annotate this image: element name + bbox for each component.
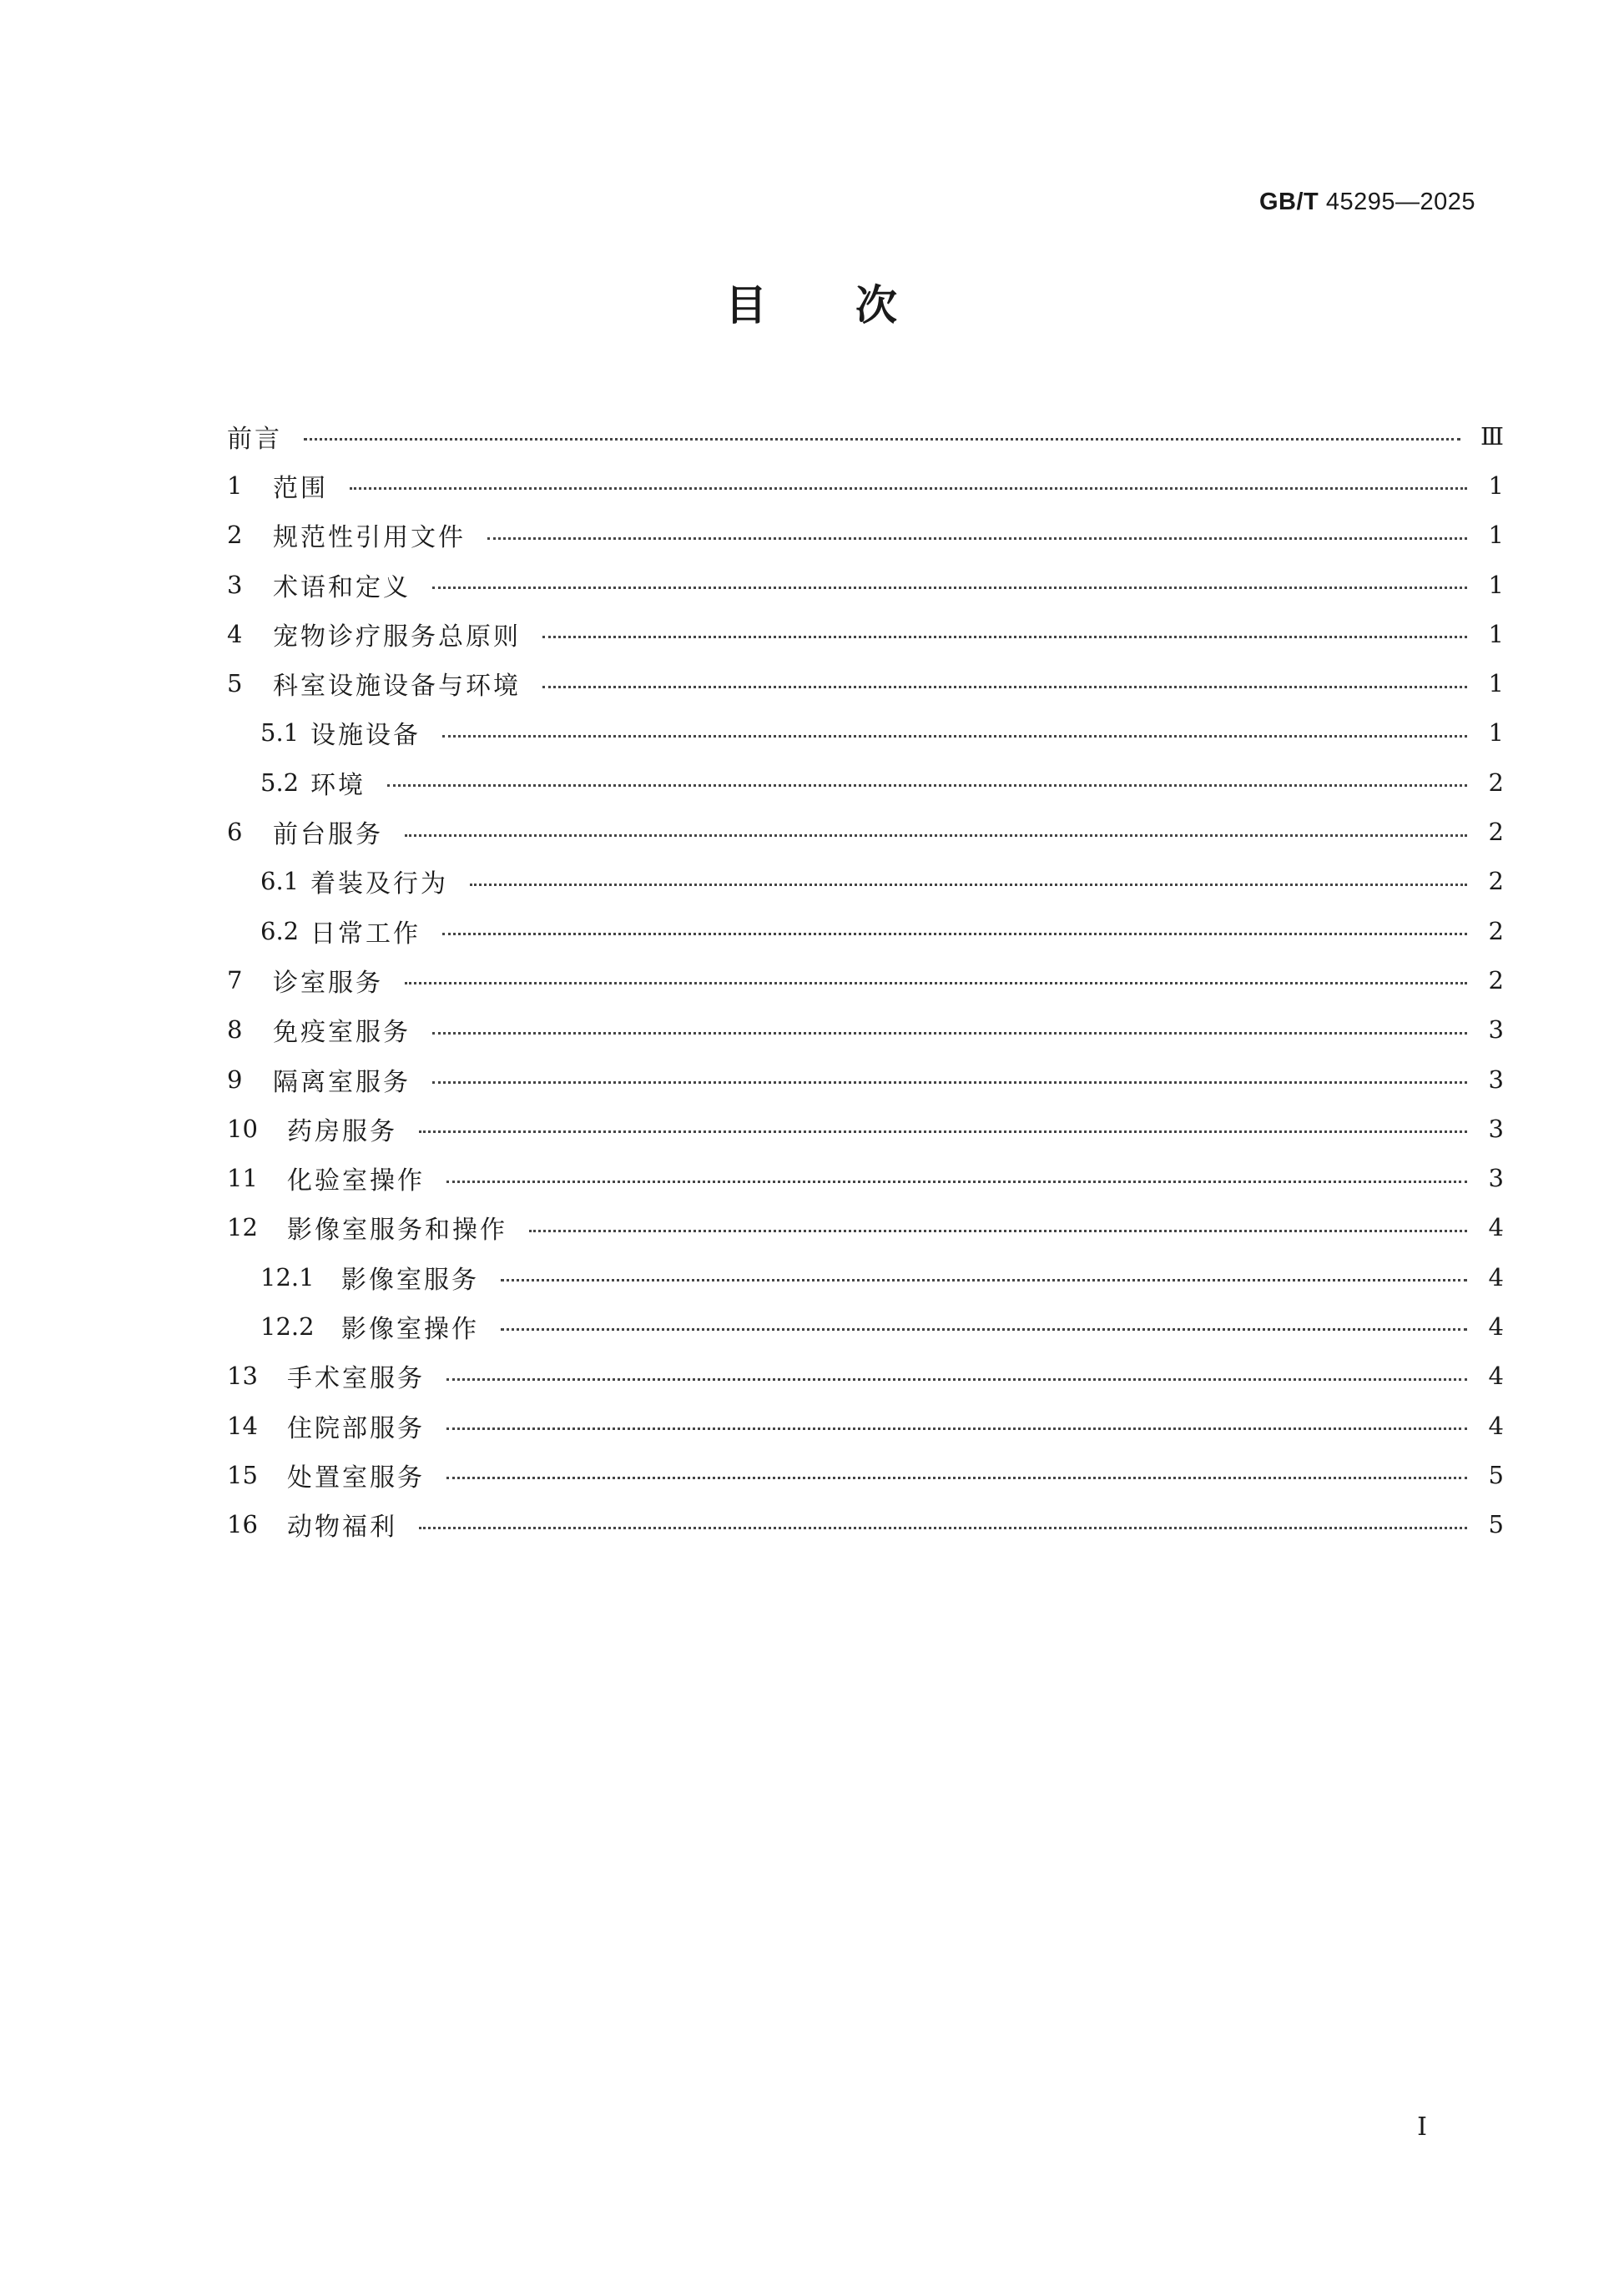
toc-entry-title: 日常工作 — [310, 919, 421, 949]
dot-leader — [442, 933, 1467, 935]
toc-entry-title: 免疫室服务 — [273, 1018, 411, 1048]
toc-entry-page: 4 — [1488, 1362, 1504, 1391]
dot-leader — [304, 438, 1460, 441]
toc-entry-title: 影像室操作 — [341, 1314, 479, 1344]
toc-entry-title: 手术室服务 — [287, 1364, 425, 1394]
toc-entry-page: 1 — [1488, 570, 1504, 599]
toc-entry-9[interactable] — [227, 1055, 1504, 1104]
toc-entry-number: 2 — [227, 521, 243, 550]
toc-entry-4[interactable] — [227, 609, 1504, 658]
standard-code — [1259, 185, 1475, 219]
toc-entry-6-1[interactable] — [227, 857, 1504, 906]
toc-entry-title: 住院部服务 — [287, 1413, 425, 1443]
toc-entry-title: 隔离室服务 — [273, 1067, 411, 1097]
toc-entry-foreword[interactable] — [227, 411, 1504, 461]
toc-entry-page: 2 — [1488, 965, 1504, 994]
toc-entry-title: 药房服务 — [287, 1116, 397, 1146]
toc-entry-1[interactable] — [227, 461, 1504, 510]
toc-entry-page: 3 — [1488, 1065, 1504, 1094]
dot-leader — [470, 884, 1467, 886]
toc-entry-page: 1 — [1488, 619, 1504, 648]
toc-entry-16[interactable] — [227, 1500, 1504, 1549]
toc-entry-page: 4 — [1488, 1262, 1504, 1292]
toc-entry-title: 术语和定义 — [273, 572, 411, 602]
toc-entry-page: 2 — [1488, 818, 1504, 847]
toc-entry-title: 宠物诊疗服务总原则 — [273, 622, 521, 652]
toc-entry-number: 5 — [227, 669, 243, 698]
dot-leader — [487, 537, 1467, 540]
toc-entry-page: 1 — [1488, 669, 1504, 698]
toc-entry-page: 1 — [1488, 471, 1504, 500]
toc-entry-12-1[interactable] — [227, 1252, 1504, 1302]
toc-entry-title: 范围 — [273, 473, 328, 503]
dot-leader — [501, 1328, 1467, 1331]
dot-leader — [432, 1081, 1467, 1084]
toc-entry-3[interactable] — [227, 560, 1504, 609]
toc-entry-5-1[interactable] — [227, 708, 1504, 758]
toc-entry-number: 5.1 — [260, 718, 300, 748]
toc-entry-number: 11 — [227, 1164, 258, 1193]
dot-leader — [419, 1527, 1467, 1529]
toc-entry-title: 规范性引用文件 — [273, 523, 466, 553]
toc-entry-number: 3 — [227, 570, 243, 599]
standard-code-number: 45295—2025 — [1325, 189, 1475, 215]
toc-entry-page: Ⅲ — [1480, 421, 1504, 451]
toc-entry-number: 15 — [227, 1460, 258, 1489]
toc-entry-page: 4 — [1488, 1312, 1504, 1341]
dot-leader — [446, 1378, 1467, 1381]
toc-entry-page: 5 — [1488, 1510, 1504, 1539]
dot-leader — [405, 834, 1467, 837]
dot-leader — [432, 587, 1467, 589]
toc-entry-number: 9 — [227, 1065, 243, 1094]
toc-entry-number: 12.1 — [260, 1262, 315, 1292]
toc-entry-page: 4 — [1488, 1411, 1504, 1440]
dot-leader — [446, 1181, 1467, 1183]
toc-entry-number: 12.2 — [260, 1312, 315, 1341]
toc-entry-page: 2 — [1488, 867, 1504, 896]
toc-entry-10[interactable] — [227, 1104, 1504, 1153]
toc-entry-number: 14 — [227, 1411, 258, 1440]
table-of-contents — [227, 411, 1504, 1549]
toc-entry-title: 动物福利 — [287, 1513, 397, 1543]
dot-leader — [446, 1427, 1467, 1430]
toc-entry-15[interactable] — [227, 1450, 1504, 1499]
toc-entry-number: 8 — [227, 1015, 243, 1045]
toc-entry-11[interactable] — [227, 1153, 1504, 1202]
dot-leader — [419, 1130, 1467, 1133]
toc-entry-number: 6.1 — [260, 867, 300, 896]
toc-entry-title: 设施设备 — [310, 721, 421, 751]
dot-leader — [405, 982, 1467, 984]
toc-heading-char-1: 目 — [725, 281, 769, 330]
toc-entry-number: 1 — [227, 471, 243, 500]
toc-entry-page: 2 — [1488, 768, 1504, 797]
toc-entry-title: 影像室服务 — [341, 1265, 479, 1295]
toc-entry-title: 影像室服务和操作 — [287, 1216, 507, 1246]
toc-entry-page: 1 — [1488, 718, 1504, 748]
toc-entry-page: 3 — [1488, 1114, 1504, 1143]
toc-entry-title: 化验室操作 — [287, 1166, 425, 1196]
toc-entry-number: 6 — [227, 818, 243, 847]
dot-leader — [542, 686, 1467, 688]
toc-entry-5[interactable] — [227, 658, 1504, 707]
standard-code-prefix: GB/T — [1259, 189, 1319, 215]
toc-entry-page: 4 — [1488, 1213, 1504, 1242]
dot-leader — [442, 735, 1467, 738]
toc-entry-5-2[interactable] — [227, 758, 1504, 807]
toc-entry-number: 7 — [227, 965, 243, 994]
toc-entry-title: 着装及行为 — [310, 869, 448, 899]
toc-entry-page: 3 — [1488, 1015, 1504, 1045]
toc-heading-char-2: 次 — [855, 281, 899, 330]
toc-entry-page: 1 — [1488, 521, 1504, 550]
toc-entry-7[interactable] — [227, 955, 1504, 1004]
dot-leader — [387, 784, 1467, 787]
dot-leader — [501, 1279, 1467, 1281]
toc-entry-title: 科室设施设备与环境 — [273, 672, 521, 702]
toc-entry-13[interactable] — [227, 1352, 1504, 1401]
toc-entry-page: 5 — [1488, 1460, 1504, 1489]
toc-entry-2[interactable] — [227, 511, 1504, 560]
toc-entry-title: 前台服务 — [273, 820, 383, 850]
toc-entry-number: 4 — [227, 619, 243, 648]
toc-entry-number: 16 — [227, 1510, 258, 1539]
dot-leader — [542, 636, 1467, 638]
toc-entry-title: 前言 — [227, 424, 282, 454]
dot-leader — [446, 1477, 1467, 1479]
page-number: Ⅰ — [1417, 2112, 1427, 2142]
toc-entry-6-2[interactable] — [227, 906, 1504, 955]
toc-entry-number: 5.2 — [260, 768, 300, 797]
toc-entry-title: 处置室服务 — [287, 1463, 425, 1493]
toc-entry-number: 6.2 — [260, 916, 300, 945]
toc-entry-page: 2 — [1488, 916, 1504, 945]
dot-leader — [529, 1230, 1467, 1232]
toc-entry-title: 环境 — [310, 770, 366, 800]
dot-leader — [350, 487, 1467, 490]
toc-entry-number: 10 — [227, 1114, 258, 1143]
toc-entry-number: 12 — [227, 1213, 258, 1242]
toc-heading — [0, 279, 1624, 332]
dot-leader — [432, 1032, 1467, 1035]
toc-entry-6[interactable] — [227, 807, 1504, 856]
toc-entry-number: 13 — [227, 1362, 258, 1391]
toc-entry-title: 诊室服务 — [273, 968, 383, 998]
toc-entry-12[interactable] — [227, 1203, 1504, 1252]
toc-entry-12-2[interactable] — [227, 1302, 1504, 1351]
toc-entry-8[interactable] — [227, 1005, 1504, 1055]
toc-entry-14[interactable] — [227, 1401, 1504, 1450]
toc-entry-page: 3 — [1488, 1164, 1504, 1193]
